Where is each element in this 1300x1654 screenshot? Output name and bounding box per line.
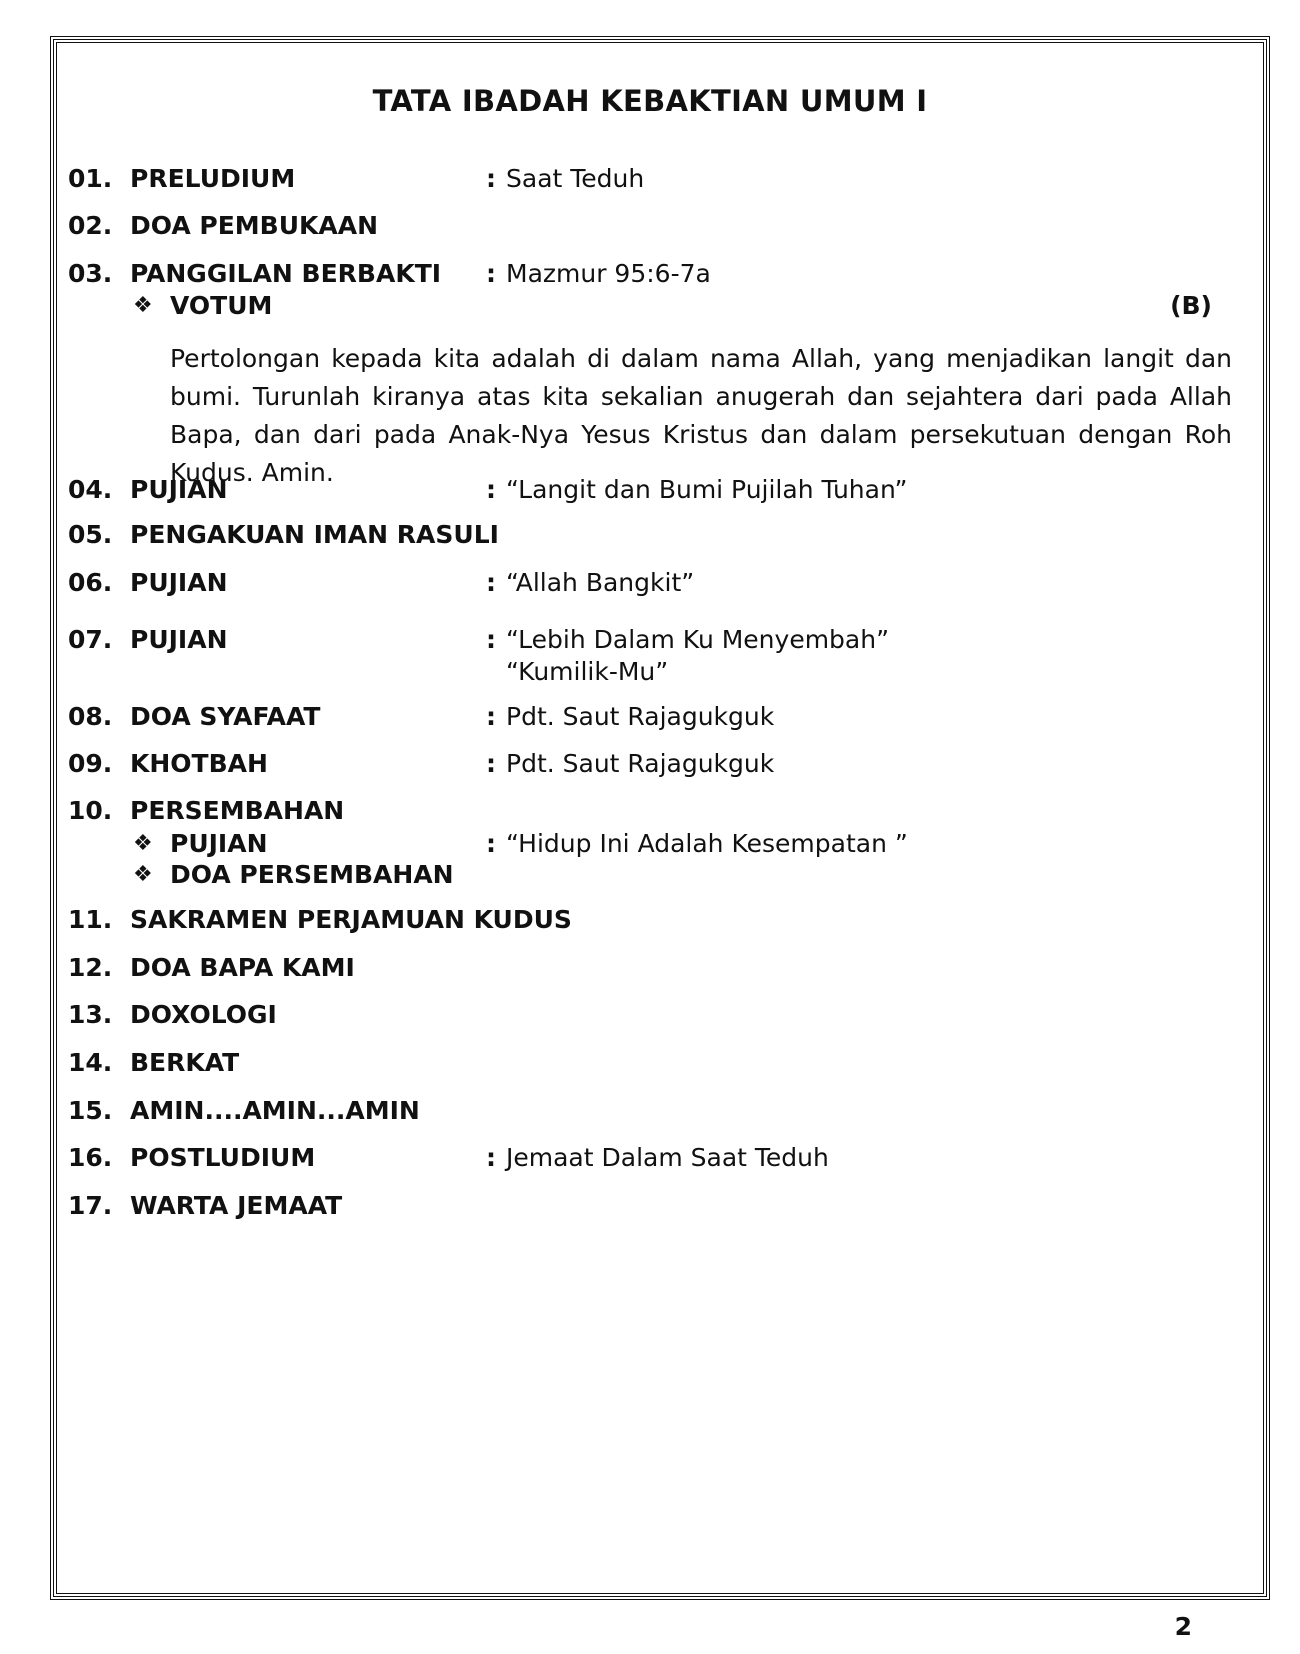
item-label: PRELUDIUM [130,164,296,193]
item-value: Jemaat Dalam Saat Teduh [506,1143,829,1172]
item-separator: : [486,702,496,731]
item-label: AMIN....AMIN...AMIN [130,1096,420,1125]
item-label: BERKAT [130,1048,240,1077]
sub-item-value: “Hidup Ini Adalah Kesempatan ” [506,829,908,858]
item-label: PUJIAN [130,568,228,597]
item-number: 01. [68,164,113,193]
item-value: Pdt. Saut Rajagukguk [506,749,775,778]
votum-response-tag: (B) [1170,291,1212,320]
item-number: 02. [68,211,113,240]
sub-item-label: DOA PERSEMBAHAN [170,860,454,889]
item-label: DOA PEMBUKAAN [130,211,379,240]
item-value: Pdt. Saut Rajagukguk [506,702,775,731]
item-label: KHOTBAH [130,749,268,778]
item-number: 17. [68,1191,113,1220]
item-value: Mazmur 95:6-7a [506,259,711,288]
diamond-bullet-icon: ❖ [133,831,153,856]
item-number: 16. [68,1143,113,1172]
item-number: 06. [68,568,113,597]
item-number: 13. [68,1000,113,1029]
item-separator: : [486,749,496,778]
item-number: 03. [68,259,113,288]
item-label: PANGGILAN BERBAKTI [130,259,442,288]
item-label: PERSEMBAHAN [130,796,345,825]
item-label: SAKRAMEN PERJAMUAN KUDUS [130,905,572,934]
item-number: 09. [68,749,113,778]
item-number: 04. [68,475,113,504]
item-number: 08. [68,702,113,731]
item-number: 14. [68,1048,113,1077]
item-label: POSTLUDIUM [130,1143,316,1172]
item-number: 15. [68,1096,113,1125]
item-separator: : [486,568,496,597]
item-label: DOA BAPA KAMI [130,953,355,982]
item-label: PUJIAN [130,475,228,504]
page-title: TATA IBADAH KEBAKTIAN UMUM I [372,84,928,118]
item-number: 07. [68,625,113,654]
item-label: PENGAKUAN IMAN RASULI [130,520,499,549]
item-separator: : [486,164,496,193]
item-label: DOA SYAFAAT [130,702,321,731]
item-separator: : [486,1143,496,1172]
diamond-bullet-icon: ❖ [133,293,153,318]
item-label: PUJIAN [130,625,228,654]
item-value-second-line: “Kumilik-Mu” [506,657,669,686]
votum-label: VOTUM [170,291,273,320]
page-number: 2 [1174,1612,1192,1641]
item-value: “Lebih Dalam Ku Menyembah” [506,625,890,654]
item-separator: : [486,259,496,288]
item-label: DOXOLOGI [130,1000,277,1029]
item-value: “Allah Bangkit” [506,568,695,597]
sub-item-label: PUJIAN [170,829,268,858]
item-number: 10. [68,796,113,825]
item-number: 11. [68,905,113,934]
item-number: 12. [68,953,113,982]
sub-item-separator: : [486,829,496,858]
item-label: WARTA JEMAAT [130,1191,343,1220]
item-separator: : [486,475,496,504]
item-number: 05. [68,520,113,549]
item-value: Saat Teduh [506,164,645,193]
item-separator: : [486,625,496,654]
votum-text: Pertolongan kepada kita adalah di dalam nama Allah, yang menjadikan langit dan bumi. Turunlah kiranya atas kita sekalian anugerah dan sejahtera dari pada Allah Bapa, dan dari pada Anak-Nya Yesus Kristus dan dalam persekutuan dengan Roh Kudus. Amin. [170,344,1232,487]
diamond-bullet-icon: ❖ [133,862,153,887]
item-value: “Langit dan Bumi Pujilah Tuhan” [506,475,908,504]
